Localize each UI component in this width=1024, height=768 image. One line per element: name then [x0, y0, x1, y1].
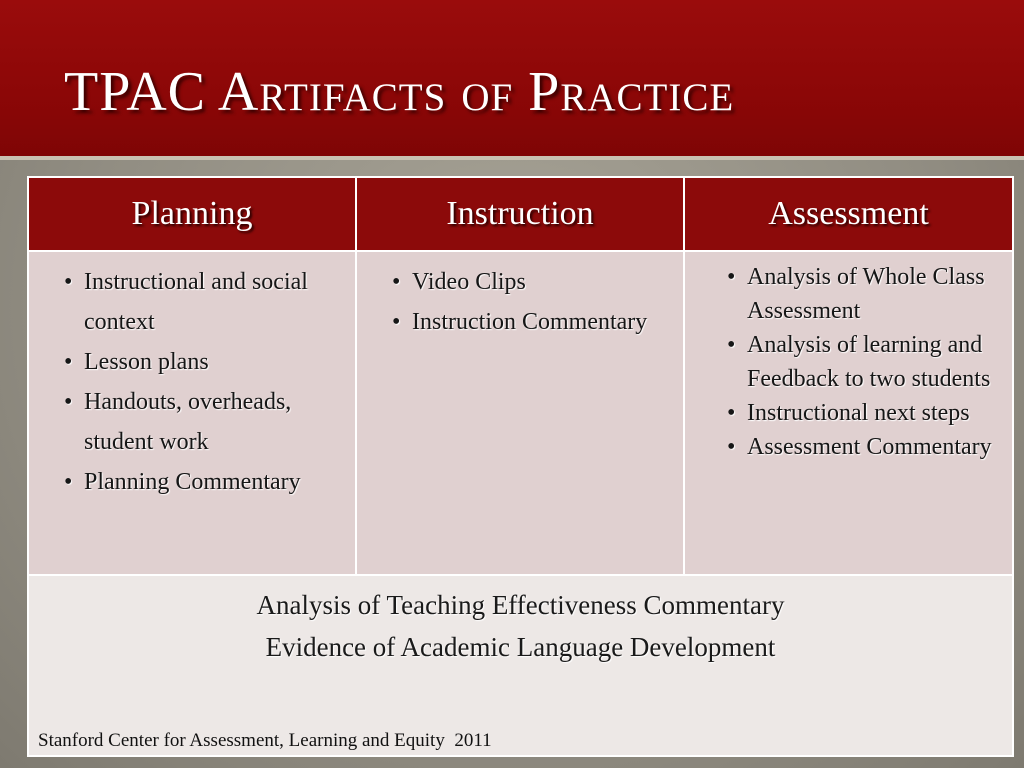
- items-row: [28, 251, 1013, 575]
- instruction-list: [357, 252, 683, 342]
- list-item: • Analysis of learning and Feedback to two students: [747, 328, 1004, 396]
- list-item: • Lesson plans: [84, 342, 347, 382]
- title-band: [0, 0, 1024, 160]
- list-item: • Assessment Commentary: [747, 430, 1004, 464]
- assessment-cell: [684, 251, 1013, 575]
- source-credit: Stanford Center for Assessment, Learning and Equity 2011: [38, 730, 492, 751]
- list-item: • Planning Commentary: [84, 462, 347, 502]
- footer-line-commentary: Analysis of Teaching Effectiveness Commentary: [256, 590, 785, 620]
- header-instruction: Instruction: [356, 177, 684, 251]
- list-item: • Handouts, overheads, student work: [84, 382, 347, 462]
- header-row: [28, 177, 1013, 251]
- list-item: • Video Clips: [412, 262, 675, 302]
- assessment-list: [685, 252, 1012, 464]
- instruction-cell: [356, 251, 684, 575]
- planning-list: [29, 252, 355, 502]
- header-assessment: Assessment: [684, 177, 1013, 251]
- list-item: • Instruction Commentary: [412, 302, 675, 342]
- planning-cell: [28, 251, 356, 575]
- footer-cell: [28, 575, 1013, 756]
- artifacts-table: [27, 176, 1014, 757]
- list-item: • Instructional and social context: [84, 262, 347, 342]
- list-item: • Analysis of Whole Class Assessment: [747, 260, 1004, 328]
- footer-row: [28, 575, 1013, 756]
- slide-title: TPAC Artifacts of Practice: [64, 61, 735, 123]
- footer-line-academic-language: Evidence of Academic Language Development: [265, 632, 776, 662]
- header-planning: Planning: [28, 177, 356, 251]
- list-item: • Instructional next steps: [747, 396, 1004, 430]
